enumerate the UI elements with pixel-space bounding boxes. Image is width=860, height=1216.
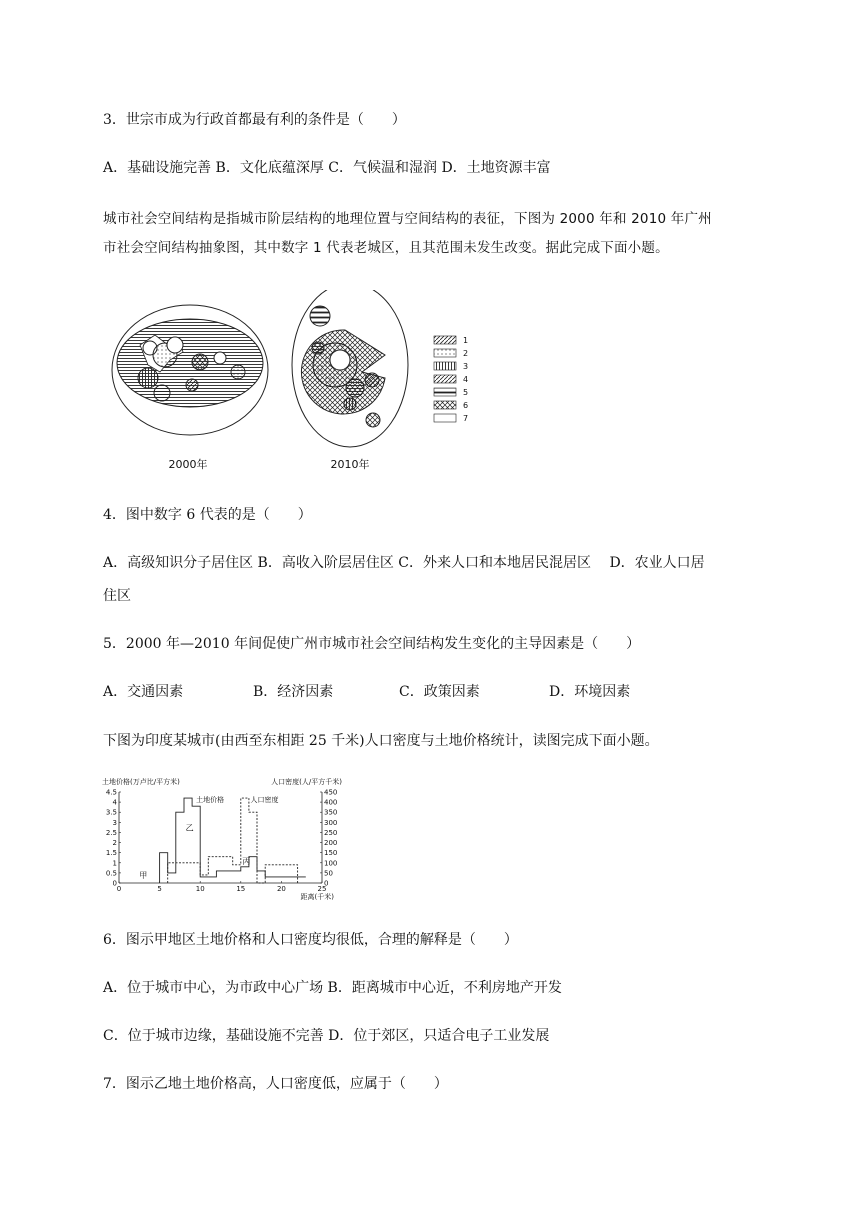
annotation-label: 甲 [139,870,148,880]
xlabel: 距离(千米) [300,893,334,901]
q7-stem: 7．图示乙地土地价格高，人口密度低，应属于（ ） [103,1076,448,1092]
x-tick-label: 5 [157,885,162,893]
y-tick-label-left: 4.5 [105,788,117,797]
map-2000 [112,305,268,435]
legend-label-6: 6 [463,401,469,410]
q3-stem: 3．世宗市成为行政首都最有利的条件是（ ） [103,112,406,128]
map-2010 [292,290,408,447]
y-tick-label-right: 200 [324,839,338,848]
y-tick-label-right: 300 [324,818,338,827]
q5-option-b: B．经济因素 [253,684,334,700]
legend [434,336,468,423]
annotation-label: 乙 [185,823,194,833]
q6-options-line2: C．位于城市边缘，基础设施不完善 D．位于郊区，只适合电子工业发展 [103,1028,550,1044]
q5-options [103,682,630,702]
q6-stem: 6．图示甲地区土地价格和人口密度均很低，合理的解释是（ ） [103,932,518,948]
y-tick-label-left: 3 [112,818,117,827]
x-tick-label: 20 [276,885,286,893]
q5-option-a: A．交通因素 [103,684,184,700]
y-tick-label-right: 450 [324,788,338,797]
label-2010: 2010年 [330,458,370,471]
x-tick-label: 10 [195,885,205,893]
q4-stem: 4．图中数字 6 代表的是（ ） [103,507,312,523]
intro2: 下图为印度某城市(由西至东相距 25 千米)人口密度与土地价格统计，读图完成下面小题。 [103,733,659,749]
intro1-line1: 城市社会空间结构是指城市阶层结构的地理位置与空间结构的表征，下图为 2000 年和 2010 年广州 [103,211,712,227]
y-tick-label-left: 0 [112,879,117,888]
legend-label-4: 4 [463,375,469,384]
y-tick-label-left: 2.5 [105,828,117,837]
annotation-label: 丙 [242,856,251,866]
y-tick-label-right: 0 [324,879,329,888]
label-2000: 2000年 [168,458,208,471]
legend-label-5: 5 [463,388,469,397]
y-tick-label-right: 50 [324,869,333,878]
y-tick-label-left: 0.5 [105,869,117,878]
series-line-price [160,798,306,883]
legend-label-2: 2 [463,349,469,358]
y-tick-label-left: 1.5 [105,849,117,858]
q5-option-d: D．环境因素 [549,684,631,700]
series-line-density [168,798,298,883]
x-tick-label: 15 [236,885,246,893]
series-label-price: 土地价格 [196,796,225,805]
q3-options: A．基础设施完善 B．文化底蕴深厚 C．气候温和湿润 D．土地资源丰富 [103,160,551,176]
x-tick-label: 25 [317,885,327,893]
legend-label-1: 1 [463,336,469,345]
y-tick-label-left: 2 [112,839,117,848]
y-tick-label-right: 400 [324,798,338,807]
legend-label-3: 3 [463,362,469,371]
y-tick-label-right: 150 [324,849,338,858]
y-tick-label-left: 3.5 [105,808,117,817]
y-tick-label-left: 4 [112,798,117,807]
q5-option-c: C．政策因素 [399,684,480,700]
intro1-line2: 市社会空间结构抽象图，其中数字 1 代表老城区，且其范围未发生改变。据此完成下面小题。 [103,240,669,256]
legend-label-7: 7 [463,414,469,423]
density-price-chart [100,775,345,905]
series-label-density: 人口密度 [250,796,279,805]
social-structure-figure [100,290,480,475]
ylabel-right: 人口密度(人/平方千米) [271,778,342,786]
x-tick-label: 0 [116,885,122,893]
y-tick-label-right: 100 [324,859,338,868]
y-tick-label-left: 1 [112,859,117,868]
ylabel-left: 土地价格(万卢比/平方米) [102,778,180,786]
q6-options-line1: A．位于城市中心，为市政中心广场 B．距离城市中心近，不利房地产开发 [103,980,562,996]
q5-stem: 5．2000 年—2010 年间促使广州市城市社会空间结构发生变化的主导因素是（ ） [103,636,641,652]
q4-options-line2: 住区 [103,588,131,604]
y-tick-label-right: 250 [324,828,338,837]
q4-options-line1: A．高级知识分子居住区 B．高收入阶层居住区 C．外来人口和本地居民混居区 D．农业人口居 [103,555,705,571]
y-tick-label-right: 350 [324,808,338,817]
